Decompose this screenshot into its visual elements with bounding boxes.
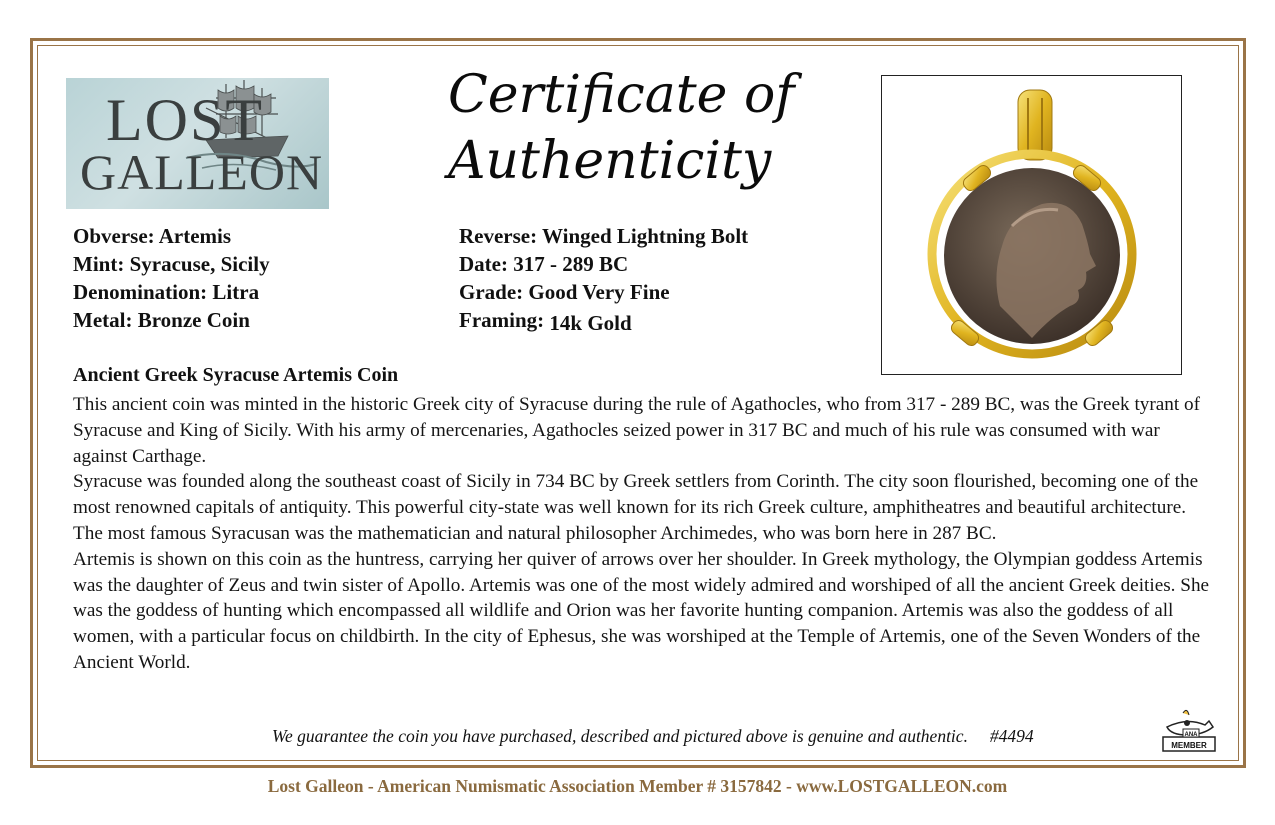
guarantee-text: We guarantee the coin you have purchased, described and pictured above is genuine and authentic. [272,726,968,746]
mint-text: Mint: Syracuse, Sicily [73,252,270,276]
certificate-title [448,62,808,194]
logo-text-galleon: GALLEON [80,144,324,200]
footer-text: Lost Galleon - American Numismatic Association Member # 3157842 - www.LOSTGALLEON.com [267,776,1008,796]
framing-value: 14k Gold [549,311,632,335]
ana-badge-bottom: MEMBER [1171,741,1207,750]
denomination-text: Denomination: Litra [73,280,260,304]
certificate-number: #4494 [989,726,1034,746]
lost-galleon-logo [66,78,329,209]
coin-attributes-left [73,222,270,334]
description-paragraph: Artemis is shown on this coin as the huntress, carrying her quiver of arrows over her shoulder. In Greek mythology, the Olympian goddess Artemis was the daughter of Zeus and twin sister of Apollo. Artemis was one of the most widely admired and worshiped of all the ancient Greek deities. She was the goddess of hunting which encompassed all wildlife and Orion was her favorite hunting companion. Artemis was also the goddess of all women, with a particular focus on childbirth. In the city of Ephesus, she was worshiped at the Temple of Artemis, one of the Seven Wonders of the Ancient World. [73,548,1210,673]
description-paragraph: This ancient coin was minted in the historic Greek city of Syracuse during the rule of Agathocles, who from 317 - 289 BC, was the Greek tyrant of Syracuse and King of Sicily. With his army of mercenaries, Agathocles seized power in 317 BC and much of his rule was consumed with war against Carthage. [73,394,1200,467]
framing-text [459,306,748,334]
coin-pendant-photo [881,75,1182,375]
obverse-text: Obverse: Artemis [73,224,232,248]
logo-text-lost: LOST [106,87,264,153]
oil-lamp-icon [1153,705,1221,755]
date-text: Date: 317 - 289 BC [459,252,629,276]
description-body [73,392,1213,676]
coin-pendant-icon [882,76,1181,374]
coin-attributes-right [459,222,748,334]
certificate-title-line2: Authenticity [448,131,772,191]
reverse-text: Reverse: Winged Lightning Bolt [459,224,749,248]
description-paragraph: Syracuse was founded along the southeast coast of Sicily in 734 BC by Greek settlers from Corinth. The city soon flourished, becoming one of the most renowned capitals of antiquity. This powerful city-state was well known for its rich Greek culture, amphitheatres and beautiful architecture. The most famous Syracusan was the mathematician and natural philosopher Archimedes, who was born here in 287 BC. [73,471,1199,544]
certificate-title-line1: Certificate of [448,65,795,125]
framing-label: Framing: [459,308,545,332]
ana-member-badge [1153,705,1221,755]
description-heading: Ancient Greek Syracuse Artemis Coin [73,364,399,386]
metal-text: Metal: Bronze Coin [73,308,250,332]
grade-text: Grade: Good Very Fine [459,280,670,304]
guarantee-statement [272,726,1034,747]
ana-badge-top: ANA [1184,732,1198,738]
